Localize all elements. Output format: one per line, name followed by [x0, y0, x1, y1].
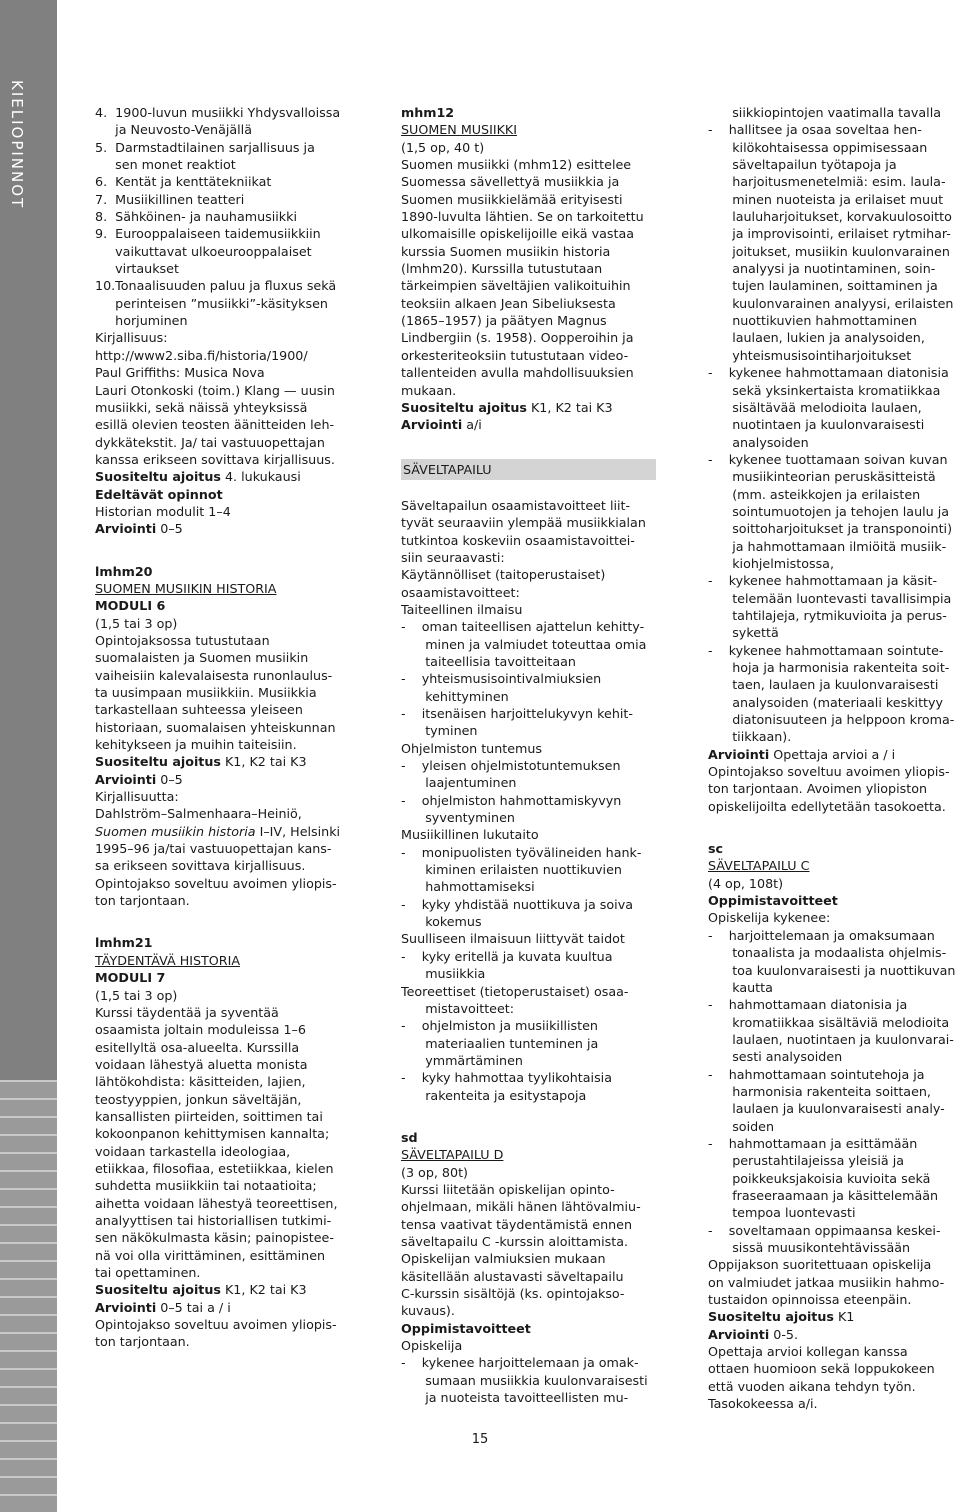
- desc-line: ohjelmaan, mikäli hänen lähtövalmiu-: [401, 1199, 641, 1215]
- goal-line: osaamistavoitteet:: [401, 584, 520, 600]
- goal-line: ja hahmottamaan ilmiöitä musiik-: [708, 538, 947, 554]
- tail-line: että vuoden aikana tehdyn työn.: [708, 1378, 916, 1394]
- goal-line: Suulliseen ilmaisuun liittyvät taidot: [401, 931, 625, 947]
- assess-value: 0-5.: [769, 1326, 799, 1342]
- list-line: 8. Sähköinen- ja nauhamusiikki: [95, 209, 298, 225]
- list-line: Lauri Otonkoski (toim.) Klang — uusin: [95, 382, 335, 398]
- goal-line: - hahmottamaan ja esittämään: [708, 1135, 918, 1151]
- goal-line: rakenteita ja esitystapoja: [401, 1087, 587, 1103]
- goal-line: fraseeraamaan ja käsittelemään: [708, 1187, 939, 1203]
- goal-line: diatonisuuteen ja helppoon kroma-: [708, 712, 955, 728]
- course-module: MODULI 7: [95, 970, 166, 986]
- goal-line: - kykenee hahmottamaan ja käsit-: [708, 573, 938, 589]
- list-line: musiikki, sekä näissä yhteyksissä: [95, 399, 308, 415]
- goal-line: tempoa luontevasti: [708, 1205, 856, 1221]
- course-code: sd: [401, 1129, 418, 1145]
- course-sc: [708, 840, 960, 1412]
- goal-line: soiden: [708, 1118, 774, 1134]
- goal-line: ja nuoteista tavoitteellisten mu-: [401, 1390, 629, 1406]
- goal-line: taen, laulaen ja kuulonvaraisesti: [708, 677, 939, 693]
- assess-value: a/i: [462, 417, 482, 433]
- desc-line: historiaan, suomalaisen yhteiskunnan: [95, 719, 336, 735]
- desc-line: tallenteiden avulla mahdollisuuksien: [401, 365, 634, 381]
- goal-line: - oman taiteellisen ajattelun kehitty-: [401, 619, 645, 635]
- desc-line: sen näkökulmasta käsin; painopistee-: [95, 1230, 334, 1246]
- literature-line: Dahlström–Salmenhaara–Heiniö,: [95, 806, 302, 822]
- goal-line: toa kuulonvaraisesti ja nuottikuvan: [708, 962, 956, 978]
- goal-line: tyvät seuraaviin ylempää musiikkialan: [401, 515, 646, 531]
- goal-line: kromatiikkaa sisältäviä melodioita: [708, 1014, 950, 1030]
- goal-line: Käytännölliset (taitoperustaiset): [401, 567, 606, 583]
- desc-line: Opintojaksossa tutustutaan: [95, 632, 270, 648]
- goal-line: Ohjelmiston tuntemus: [401, 740, 543, 756]
- goal-line: analyysi ja nuotintaminen, soin-: [708, 261, 936, 277]
- tail-line: ton tarjontaan.: [95, 1334, 190, 1350]
- list-line: virtaukset: [95, 261, 179, 277]
- rec-value: K1, K2 tai K3: [220, 1282, 307, 1298]
- column-1: [95, 104, 350, 1351]
- assess-value: Opettaja arvioi a / i: [769, 746, 896, 762]
- desc-line: tarkastellaan suhteessa yleiseen: [95, 702, 303, 718]
- goal-line: säveltapailun työtapoja ja: [708, 157, 897, 173]
- desc-line: ulkomaisille opiskelijoille eikä vastaa: [401, 226, 634, 242]
- goals-label: Oppimistavoitteet: [708, 893, 838, 909]
- tail-line: Opintojakso soveltuu avoimen yliopis-: [95, 1317, 337, 1333]
- assess-value: 0–5 tai a / i: [156, 1299, 231, 1315]
- goal-line: tyminen: [401, 723, 478, 739]
- desc-line: ta uusimpaan musiikkiin. Musiikkia: [95, 685, 317, 700]
- assess-line: ton tarjontaan. Avoimen yliopiston: [708, 781, 927, 797]
- goal-line: Opiskelija kykenee:: [708, 910, 831, 926]
- goal-line: - itsenäisen harjoittelukyvyn kehit-: [401, 706, 633, 721]
- rec-label: Suositeltu ajoitus: [401, 399, 527, 415]
- list-line: Paul Griffiths: Musica Nova: [95, 365, 265, 381]
- course-code: lmhm21: [95, 935, 153, 951]
- desc-line: mukaan.: [401, 382, 457, 398]
- list-line: 10.Tonaalisuuden paluu ja fluxus sekä: [95, 278, 337, 294]
- goal-line: siin seuraavasti:: [401, 549, 505, 565]
- goal-line: nuottikuvien hahmottaminen: [708, 313, 917, 329]
- goal-line: sointumuotojen ja tehojen laulu ja: [708, 503, 950, 519]
- goal-line: tonaalista ja modaalista ohjelmis-: [708, 945, 947, 961]
- desc-line: tensa vaativat täydentämistä ennen: [401, 1216, 633, 1232]
- desc-line: osaamista joltain moduleissa 1–6: [95, 1022, 306, 1038]
- goal-line: laulaen, nuotintaen ja kuulonvarai-: [708, 1031, 954, 1047]
- goal-line: tujen laulaminen, soittaminen ja: [708, 278, 938, 294]
- goal-line: - kyky yhdistää nuottikuva ja soiva: [401, 896, 633, 912]
- prereq-value: Historian modulit 1–4: [95, 503, 231, 519]
- desc-line: voidaan tarkastella ideologiaa,: [95, 1143, 291, 1159]
- goal-line: kuulonvarainen analyysi, erilaisten: [708, 295, 954, 311]
- assess-label: Arviointi: [708, 746, 770, 762]
- course-module: MODULI 6: [95, 598, 166, 614]
- goal-line: laajentuminen: [401, 775, 517, 791]
- goal-line: nuotintaen ja kuulonvaraisesti: [708, 417, 925, 433]
- list-line: vaikuttavat ulkoeurooppalaiset: [95, 243, 312, 259]
- goal-line: - kyky hahmottaa tyylikohtaisia: [401, 1070, 612, 1086]
- course-credits: (1,5 op, 40 t): [401, 139, 485, 155]
- list-line: horjuminen: [95, 313, 188, 329]
- desc-line: säveltapailu C -kurssin aloittamista.: [401, 1233, 629, 1249]
- course-title: TÄYDENTÄVÄ HISTORIA: [95, 952, 241, 968]
- desc-line: teostyyppien, jonkun säveltäjän,: [95, 1091, 302, 1107]
- desc-line: Kurssi täydentää ja syventää: [95, 1004, 279, 1020]
- list-line: 9. Eurooppalaiseen taidemusiikkiin: [95, 226, 321, 242]
- desc-line: aihetta voidaan lähestyä teoreettisen,: [95, 1195, 338, 1211]
- goal-line: harmonisia rakenteita soittaen,: [708, 1083, 931, 1099]
- goal-line: kautta: [708, 979, 773, 995]
- goal-line: Oppijakson suoritettuaan opiskelija: [708, 1257, 932, 1273]
- desc-line: Suomen musiikki (mhm12) esittelee: [401, 157, 632, 173]
- goal-line: Teoreettiset (tietoperustaiset) osaa-: [401, 983, 629, 999]
- desc-line: analyyttisen tai historiallisen tutkimi-: [95, 1212, 332, 1228]
- goal-line: Musiikillinen lukutaito: [401, 827, 539, 843]
- goal-line: kehittyminen: [401, 688, 509, 704]
- goal-line: kiminen erilaisten nuottikuvien: [401, 862, 622, 878]
- desc-line: vaiheisiin kalevalaisesta runonlaulus-: [95, 667, 333, 683]
- assess-label: Arviointi: [401, 417, 463, 433]
- desc-line: kokoonpanon kehittymisen kannalta;: [95, 1126, 330, 1142]
- goal-line: ymmärtäminen: [401, 1052, 523, 1068]
- sidebar-tab: [0, 0, 57, 1493]
- goal-line: lauluharjoitukset, korvakuulosoitto: [708, 209, 952, 225]
- column-2: [401, 104, 656, 1406]
- goal-line: analysoiden: [708, 434, 809, 450]
- goal-line: - monipuolisten työvälineiden hank-: [401, 844, 642, 860]
- course-credits: (1,5 tai 3 op): [95, 987, 178, 1003]
- assess-label: Arviointi: [95, 521, 157, 537]
- desc-line: nä voi olla virittäminen, esittäminen: [95, 1247, 326, 1263]
- desc-line: kurssia Suomen musiikin historia: [401, 243, 611, 259]
- desc-line: (1865–1957) ja päätyen Magnus: [401, 313, 607, 329]
- list-line: 7. Musiikillinen teatteri: [95, 191, 245, 207]
- goal-line: - hahmottamaan diatonisia ja: [708, 997, 908, 1013]
- sidebar-blocks: [0, 1080, 57, 1512]
- goal-line: siikkiopintojen vaatimalla tavalla: [708, 105, 942, 120]
- desc-line: kansallisten piirteiden, soittimen tai: [95, 1108, 323, 1124]
- list-line: 6. Kentät ja kenttätekniikat: [95, 174, 272, 190]
- desc-line: Suomessa sävellettyä musiikkia ja: [401, 174, 620, 190]
- desc-line: lähtökohdista: käsitteiden, lajien,: [95, 1074, 306, 1090]
- goal-line: tustaidon opinnoissa eteenpäin.: [708, 1292, 912, 1308]
- list-line: perinteisen ”musiikki”-käsityksen: [95, 295, 328, 311]
- list-line: sen monet reaktiot: [95, 157, 236, 173]
- goal-line: Taiteellinen ilmaisu: [401, 601, 523, 617]
- goal-line: - yleisen ohjelmistotuntemuksen: [401, 758, 621, 774]
- assess-line: Opintojakso soveltuu avoimen yliopis-: [708, 764, 950, 780]
- tail-line: Tasokokeessa a/i.: [708, 1396, 818, 1412]
- literature-rest: I–IV, Helsinki: [255, 823, 341, 839]
- goal-line: hahmottamiseksi: [401, 879, 535, 895]
- assess-label: Arviointi: [95, 771, 157, 787]
- goal-line: hoja ja harmonisia rakenteita soit-: [708, 660, 950, 675]
- goal-line: materiaalien tunteminen ja: [401, 1035, 599, 1051]
- goal-line: poikkeuksjakoisia kuvioita sekä: [708, 1170, 931, 1186]
- goal-line: harjoitusmenetelmiä: esim. laula-: [708, 174, 946, 190]
- list-line: Kirjallisuus:: [95, 330, 168, 346]
- list-line: ja Neuvosto-Venäjällä: [95, 122, 252, 138]
- desc-line: C-kurssin sisältöjä (ks. opintojakso-: [401, 1286, 625, 1301]
- goal-line: analysoiden (materiaali keskittyy: [708, 694, 944, 710]
- course-credits: (1,5 tai 3 op): [95, 615, 178, 631]
- tail-line: ottaen huomioon sekä loppukokeen: [708, 1361, 935, 1377]
- desc-line: tai opettaminen.: [95, 1265, 201, 1280]
- desc-line: Kurssi liitetään opiskelijan opinto-: [401, 1181, 615, 1197]
- course-lmhm20: [95, 563, 350, 910]
- course-sd: [401, 1129, 656, 1407]
- desc-line: teoksiin alkaen Jean Sibeliuksesta: [401, 295, 616, 311]
- literature-line: sa erikseen sovittava kirjallisuus.: [95, 858, 306, 874]
- goal-line: - kyky eritellä ja kuvata kuultua: [401, 948, 613, 964]
- list-line: http://www2.siba.fi/historia/1900/: [95, 347, 308, 363]
- goal-line: telemään luontevasti tavallisimpia: [708, 590, 952, 606]
- goal-line: perustahtilajeissa yleisiä ja: [708, 1153, 905, 1169]
- desc-line: suomalaisten ja Suomen musiikin: [95, 650, 309, 666]
- goal-line: - kykenee tuottamaan soivan kuvan: [708, 451, 948, 467]
- goal-line: joitukset, musiikin kuulonvarainen: [708, 243, 950, 259]
- desc-line: suhdetta musiikkiin tai notaatioita;: [95, 1178, 317, 1194]
- goal-line: sissä muusikontehtävissään: [708, 1240, 911, 1255]
- rec-label: Suositeltu ajoitus: [95, 469, 221, 485]
- rec-label: Suositeltu ajoitus: [95, 1282, 221, 1298]
- goal-line: - soveltamaan oppimaansa keskei-: [708, 1222, 941, 1238]
- list-line: dykkätekstit. Ja/ tai vastuuopettajan: [95, 434, 325, 450]
- literature-title: Suomen musiikin historia: [95, 823, 256, 839]
- section-heading: SÄVELTAPAILU: [401, 459, 656, 480]
- desc-line: käsitellään alustavasti säveltapailu: [401, 1268, 624, 1284]
- course-title: SUOMEN MUSIIKIN HISTORIA: [95, 580, 277, 596]
- rec-value: 4. lukukausi: [220, 469, 301, 485]
- goal-line: ja improvisointi, erilaiset rytmihar-: [708, 226, 951, 242]
- goal-line: sekä yksinkertaista kromatiikkaa: [708, 382, 941, 398]
- goal-line: - hallitsee ja osaa soveltaa hen-: [708, 122, 922, 138]
- list-line: 4. 1900-luvun musiikki Yhdysvalloissa: [95, 105, 341, 120]
- goal-line: sumaan musiikkia kuulonvaraisesti: [401, 1372, 648, 1388]
- goal-line: - ohjelmiston ja musiikillisten: [401, 1018, 598, 1034]
- savel-goals: [401, 497, 656, 1104]
- course-title: SÄVELTAPAILU C: [708, 858, 810, 874]
- rec-label: Suositeltu ajoitus: [95, 754, 221, 770]
- goal-line: tutkintoa koskeviin osaamistavoittei-: [401, 532, 635, 548]
- course-title: SUOMEN MUSIIKKI: [401, 122, 517, 138]
- assess-line: opiskelijoilta edellytetään tasokoetta.: [708, 798, 946, 814]
- rec-label: Suositeltu ajoitus: [708, 1309, 834, 1325]
- column-3: [708, 104, 960, 1412]
- list-line: 5. Darmstadtilainen sarjallisuus ja: [95, 139, 315, 155]
- goal-line: musiikinteorian peruskäsitteistä: [708, 469, 936, 485]
- goal-line: yhteismusisointiharjoitukset: [708, 347, 912, 363]
- course-credits: (3 op, 80t): [401, 1164, 469, 1180]
- goal-line: - kykenee harjoittelemaan ja omak-: [401, 1355, 639, 1371]
- desc-line: Opiskelijan valmiuksien mukaan: [401, 1251, 606, 1267]
- rec-value: K1, K2 tai K3: [526, 399, 613, 415]
- list-line: kanssa erikseen sovittava kirjallisuus.: [95, 451, 335, 467]
- goal-line: laulaen ja kuulonvaraisesti analy-: [708, 1101, 945, 1117]
- assess-label: Arviointi: [95, 1299, 157, 1315]
- course-title: SÄVELTAPAILU D: [401, 1147, 504, 1163]
- rec-value: K1, K2 tai K3: [220, 754, 307, 770]
- goal-line: on valmiudet jatkaa musiikin hahmo-: [708, 1274, 945, 1290]
- desc-line: Lindbergiin (s. 1958). Oopperoihin ja: [401, 330, 634, 346]
- desc-line: esitellyltä osa-alueelta. Kurssilla: [95, 1039, 300, 1055]
- desc-line: orkesteriteoksiin tutustutaan video-: [401, 347, 629, 363]
- literature-label: Kirjallisuutta:: [95, 789, 179, 805]
- page-number: 15: [471, 1432, 489, 1447]
- desc-line: kehitykseen ja muihin taiteisiin.: [95, 737, 297, 753]
- desc-line: etiikkaa, filosofiaa, estetiikkaa, kielen: [95, 1160, 334, 1176]
- literature-line: ton tarjontaan.: [95, 893, 190, 909]
- course-lmhm21: [95, 934, 350, 1350]
- goal-line: sisältävää melodioita laulaen,: [708, 399, 922, 415]
- goal-line: minen nuoteista ja erilaiset muut: [708, 191, 944, 207]
- goals-label: Oppimistavoitteet: [401, 1320, 531, 1336]
- goal-line: minen ja valmiudet toteuttaa omia: [401, 636, 647, 652]
- literature-line: Opintojakso soveltuu avoimen yliopis-: [95, 875, 337, 891]
- goal-line: musiikkia: [401, 966, 486, 982]
- goal-line: syventyminen: [401, 810, 515, 826]
- assess-value: 0–5: [156, 521, 183, 537]
- goal-line: kilökohtaisessa oppimisessaan: [708, 139, 928, 155]
- assess-label: Arviointi: [708, 1326, 770, 1342]
- desc-line: tärkeimpien säveltäjien valikoituihin: [401, 278, 631, 294]
- goal-line: - yhteismusisointivalmiuksien: [401, 671, 602, 687]
- goal-line: (mm. asteikkojen ja erilaisten: [708, 486, 921, 502]
- goal-line: laulaen, lukien ja analysoiden,: [708, 330, 925, 346]
- goal-line: - kykenee hahmottamaan sointute-: [708, 642, 944, 658]
- goal-line: - hahmottamaan sointutehoja ja: [708, 1066, 925, 1082]
- course-mhm12: [401, 104, 656, 434]
- course-code: sc: [708, 841, 724, 857]
- goal-line: kokemus: [401, 914, 482, 930]
- tail-line: Opettaja arvioi kollegan kanssa: [708, 1344, 908, 1360]
- goal-line: mistavoitteet:: [401, 1000, 515, 1016]
- course-code: lmhm20: [95, 563, 153, 579]
- course-credits: (4 op, 108t): [708, 875, 784, 891]
- desc-line: 1890-luvulta lähtien. Se on tarkoitettu: [401, 209, 644, 225]
- goal-line: - harjoittelemaan ja omaksumaan: [708, 927, 935, 943]
- desc-line: Suomen musiikkielämää erityisesti: [401, 191, 623, 207]
- desc-line: (lmhm20). Kurssilla tutustutaan: [401, 261, 603, 277]
- goal-line: kiohjelmistossa,: [708, 555, 834, 571]
- goal-line: Säveltapailun osaamistavoitteet liit-: [401, 497, 631, 513]
- goal-line: soittoharjoitukset ja transponointi): [708, 521, 953, 537]
- goal-line: - kykenee hahmottamaan diatonisia: [708, 365, 949, 381]
- goal-line: - ohjelmiston hahmottamiskyvyn: [401, 792, 622, 808]
- goal-line: sesti analysoiden: [708, 1049, 843, 1065]
- goal-line: tahtilajeja, rytmikuvioita ja perus-: [708, 607, 947, 623]
- history-list: [95, 104, 350, 468]
- desc-line: kuvaus).: [401, 1303, 455, 1319]
- prereq-label: Edeltävät opinnot: [95, 486, 223, 502]
- sidebar-label: KIELIOPINNOT: [8, 80, 26, 210]
- literature-line: 1995–96 ja/tai vastuuopettajan kans-: [95, 841, 332, 857]
- goal-line: sykettä: [708, 625, 779, 641]
- desc-line: voidaan lähestyä aluetta monista: [95, 1056, 308, 1072]
- goal-line: tiikkaan).: [708, 729, 792, 745]
- list-line: esillä olevien teosten äänitteiden leh-: [95, 417, 335, 433]
- assess-value: 0–5: [156, 771, 183, 787]
- goal-line: taiteellisia tavoitteitaan: [401, 653, 576, 669]
- goal-line: Opiskelija: [401, 1338, 463, 1354]
- course-code: mhm12: [401, 105, 455, 120]
- rec-value: K1: [833, 1309, 855, 1325]
- sd-continued: [708, 104, 960, 746]
